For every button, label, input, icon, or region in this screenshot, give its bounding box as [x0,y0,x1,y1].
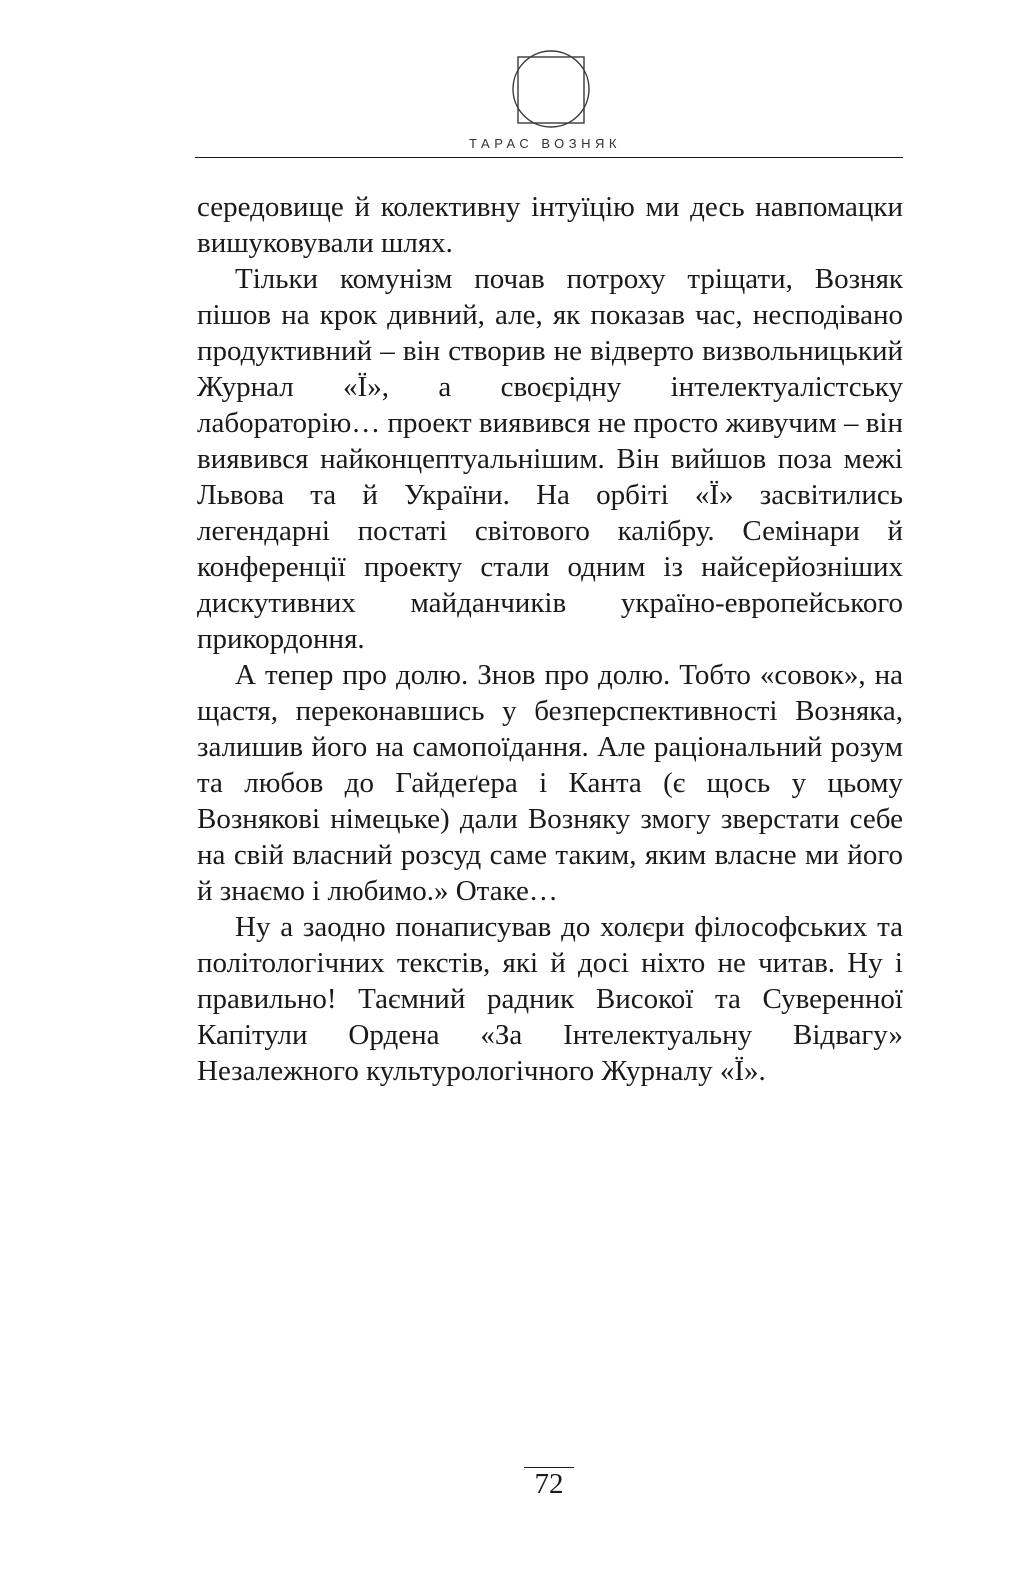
running-header-title: ТАРАС ВОЗНЯК [469,136,621,151]
paragraph-1: середовище й колективну інтуїцію ми десь навпомацки вишуковували шлях. [197,191,903,259]
paragraph-3: А тепер про долю. Знов про долю. Тобто «совок», на щастя, переконавшись у безперспективності Возняка, залишив його на самопоїдання. Але раціональний розум та любов до Гайдеґера і Канта (є щось у цьому Вознякові німецьке) дали Возняку змогу зверстати себе на свій власний розсуд саме таким, яким власне ми його й знаємо і любимо.» Отаке… [197,659,903,907]
circle-square-emblem-icon [510,47,590,131]
page-number: 72 [534,1468,564,1500]
paragraph-4: Ну а заодно понаписував до холєри філософських та політологічних текстів, які й досі ніхто не читав. Ну і правильно! Таємний радник Високої та Суверенної Капітули Ордена «За Інтелектуальну Відвагу» Незалежного культурологічного Журналу «Ї». [197,911,903,1087]
header-divider [195,157,903,158]
paragraph-2: Тільки комунізм почав потроху тріщати, Возняк пішов на крок дивний, але, як показав час, несподівано продуктивний – він створив не відверто визвольницький Журнал «Ї», а своєрідну інтелектуалістську лабораторію… проект виявився не просто живучим – він виявився найконцептуальнішим. Він вийшов поза межі Львова та й України. На орбіті «Ї» засвітились легендарні постаті світового калібру. Семінари й конференції проекту стали одним із найсерйозніших дискутивних майданчиків україно-европейського прикордоння. [197,263,903,655]
body-text [197,189,903,1089]
